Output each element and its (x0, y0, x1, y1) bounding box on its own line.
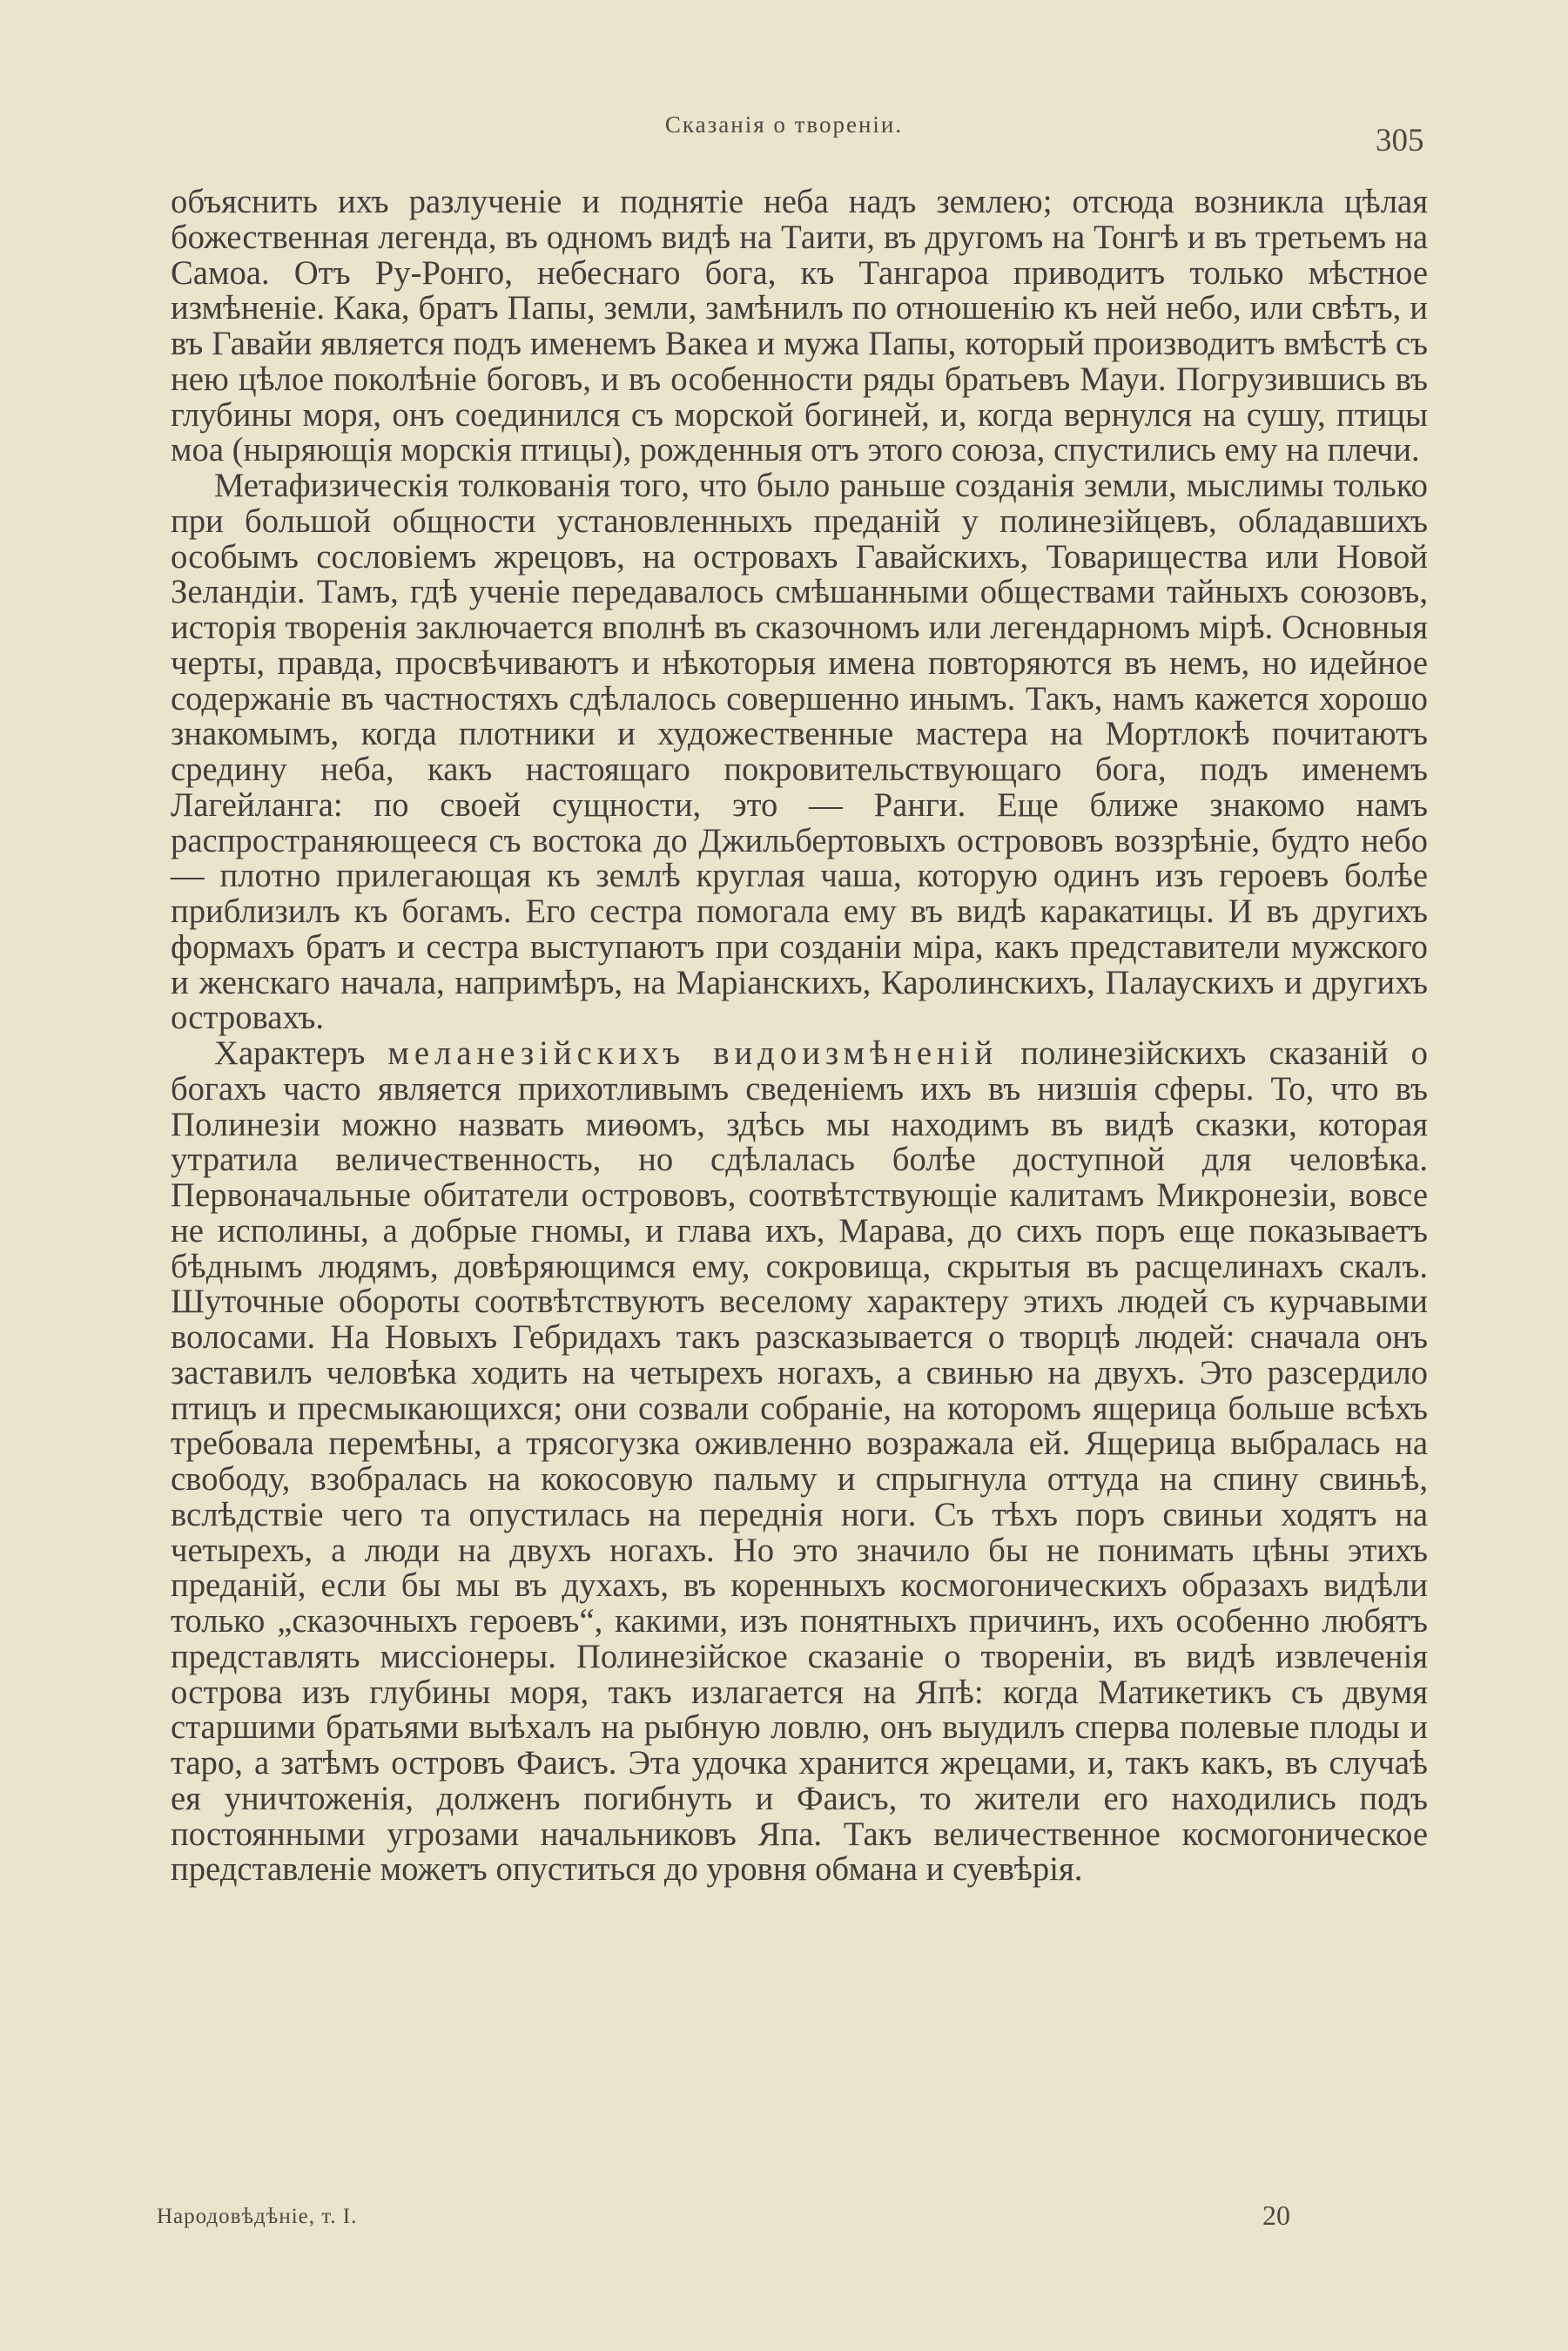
footer-signature: Народовѣдѣніе, т. I. (157, 2205, 358, 2228)
paragraph-3-lead: Характеръ (214, 1035, 366, 1072)
paragraph-3 (171, 1036, 1428, 1888)
paragraph-3-spaced-emphasis: меланезійскихъ видоизмѣненій (387, 1035, 999, 1072)
running-title: Сказанія о твореніи. (664, 111, 904, 138)
footer-sheet-number: 20 (1262, 2199, 1290, 2231)
paragraph-3-text: полинезійскихъ сказаній о богахъ часто является прихотливымъ сведеніемъ ихъ въ низшія сферы. То, что въ Полинезіи можно назвать миѳомъ, здѣсь мы находимъ въ видѣ сказки, которая утратила величественность, но сдѣлалась болѣе доступной для человѣка. Первоначальные обитатели острововъ, соотвѣтствующіе калитамъ Микронезіи, вовсе не исполины, а добрые гномы, и глава ихъ, Марава, до сихъ поръ еще показываетъ бѣднымъ людямъ, довѣряющимся ему, сокровища, скрытыя въ расщелинахъ скалъ. Шуточные обороты соотвѣтствуютъ веселому характеру этихъ людей съ курчавыми волосами. На Новыхъ Гебридахъ такъ разсказывается о творцѣ людей: сначала онъ заставилъ человѣка ходить на четырехъ ногахъ, а свинью на двухъ. Это разсердило птицъ и пресмыкающихся; они созвали собраніе, на которомъ ящерица больше всѣхъ требовала перемѣны, а трясогузка оживленно возражала ей. Ящерица выбралась на свободу, взобралась на кокосовую пальму и спрыгнула оттуда на спину свиньѣ, вслѣдствіе чего та опустилась на переднія ноги. Съ тѣхъ поръ свиньи ходятъ на четырехъ, а люди на двухъ ногахъ. Но это значило бы не понимать цѣны этихъ преданій, если бы мы въ духахъ, въ коренныхъ космогоническихъ образахъ видѣли только „сказочныхъ героевъ“, какими, изъ понятныхъ причинъ, ихъ особенно любятъ представлять миссіонеры. Полинезійское сказаніе о твореніи, въ видѣ извлеченія острова изъ глубины моря, такъ излагается на Япѣ: когда Матикетикъ съ двумя старшими братьями выѣхалъ на рыбную ловлю, онъ выудилъ сперва полевые плоды и таро, а затѣмъ островъ Фаисъ. Эта удочка хранится жрецами, и, такъ какъ, въ случаѣ ея уничтоженія, долженъ погибнуть и Фаисъ, то жители его находились подъ постоянными угрозами начальниковъ Япа. Такъ величественное космогоническое представленіе можетъ опуститься до уровня обмана и суевѣрія. (171, 1035, 1429, 1889)
page-number: 305 (1376, 123, 1424, 158)
body-text (171, 185, 1428, 1888)
paragraph-2: Метафизическія толкованія того, что было раньше созданія земли, мыслимы только при большой общности установленныхъ преданій у полинезійцевъ, обладавшихъ особымъ сословіемъ жрецовъ, на островахъ Гавайскихъ, Товарищества или Новой Зеландіи. Тамъ, гдѣ ученіе передавалось смѣшанными обществами тайныхъ союзовъ, исторія творенія заключается вполнѣ въ сказочномъ или легендарномъ мірѣ. Основныя черты, правда, просвѣчиваютъ и нѣкоторыя имена повторяются въ немъ, но идейное содержаніе въ частностяхъ сдѣлалось совершенно инымъ. Такъ, намъ кажется хорошо знакомымъ, когда плотники и художественные мастера на Мортлокѣ почитаютъ средину неба, какъ настоящаго покровительствующаго бога, подъ именемъ Лагейланга: по своей сущности, это — Ранги. Еще ближе знакомо намъ распространяющееся съ востока до Джильбертовыхъ острововъ воззрѣніе, будто небо — плотно прилегающая къ землѣ круглая чаша, которую одинъ изъ героевъ болѣе приблизилъ къ богамъ. Его сестра помогала ему въ видѣ каракатицы. И въ другихъ формахъ братъ и сестра выступаютъ при созданіи міра, какъ представители мужского и женскаго начала, напримѣръ, на Маріанскихъ, Каролинскихъ, Палаускихъ и другихъ островахъ. (171, 468, 1428, 1037)
paragraph-1: объяснить ихъ разлученіе и поднятіе неба надъ землею; отсюда возникла цѣлая божественная легенда, въ одномъ видѣ на Таити, въ другомъ на Тонгѣ и въ третьемъ на Самоа. Отъ Ру-Ронго, небеснаго бога, къ Тангароа приводитъ только мѣстное измѣненіе. Кака, братъ Папы, земли, замѣнилъ по отношенію къ ней небо, или свѣтъ, и въ Гавайи является подъ именемъ Вакеа и мужа Папы, который производитъ вмѣстѣ съ нею цѣлое поколѣніе боговъ, и въ особенности ряды братьевъ Мауи. Погрузившись въ глубины моря, онъ соединился съ морской богиней, и, когда вернулся на сушу, птицы моа (ныряющія морскія птицы), рожденныя отъ этого союза, спустились ему на плечи. (171, 184, 1428, 469)
